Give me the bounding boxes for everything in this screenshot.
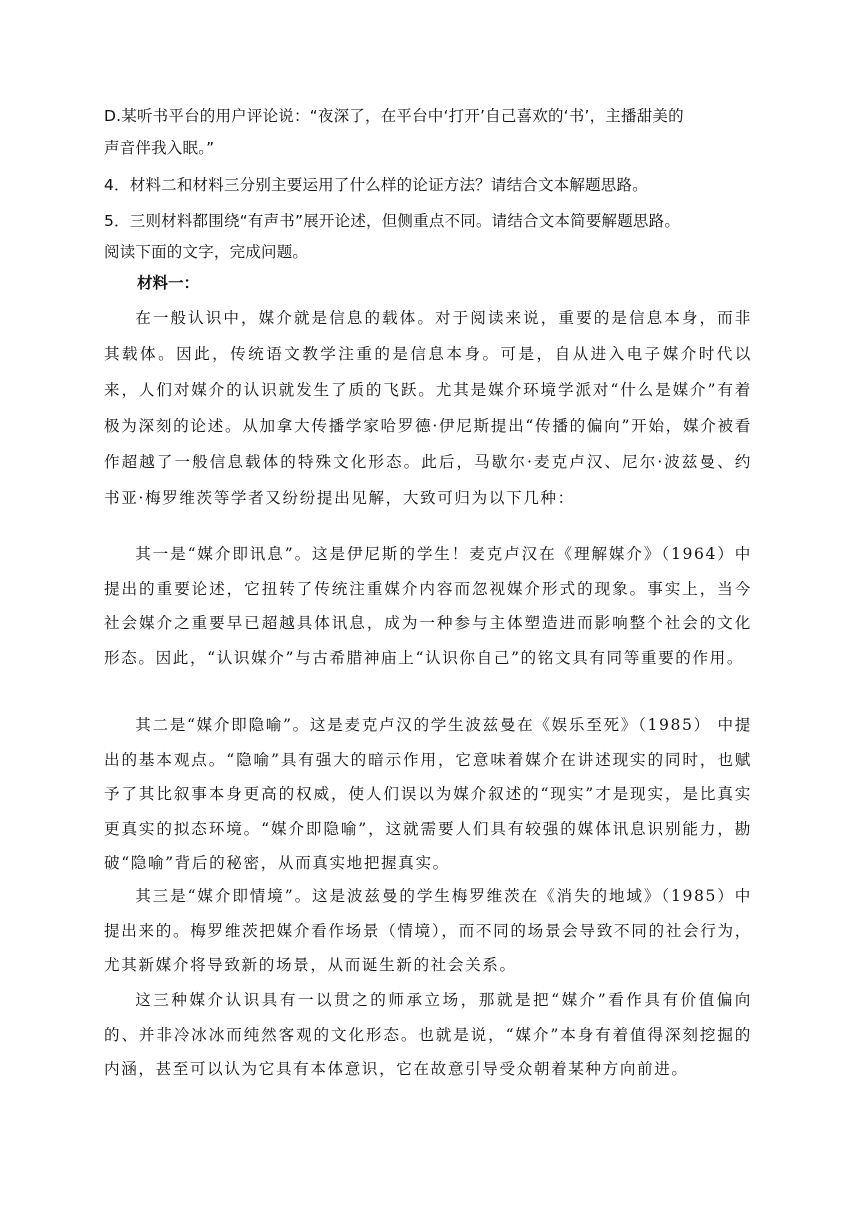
option-d-line2: 声音伴我入眠。” xyxy=(104,139,215,157)
paragraph-5: 这三种媒介认识具有一以贯之的师承立场，那就是把“媒介”看作具有价值偏向的、并非冷冰冰而纯然客观的文化形态。也就是说，“媒介”本身有着值得深刻挖掘的内涵，甚至可以认为它具有本体意识，它在故意引导受众朝着某种方向前进。 xyxy=(104,991,752,1079)
paragraph-1: 在一般认识中，媒介就是信息的载体。对于阅读来说，重要的是信息本身，而非其载体。因此，传统语文教学注重的是信息本身。可是，自从进入电子媒介时代以来，人们对媒介的认识就发生了质的飞跃。尤其是媒介环境学派对“什么是媒介”有着极为深刻的论述。从加拿大传播学家哈罗德·伊尼斯提出“传播的偏向”开始，媒介被看作超越了一般信息载体的特殊文化形态。此后，马歇尔·麦克卢汉、尼尔·波兹曼、约书亚·梅罗维茨等学者又纷纷提出见解，大致可归为以下几种： xyxy=(104,309,752,507)
option-d-line1: D.某听书平台的用户评论说：“夜深了，在平台中‘打开’自己喜欢的‘书’，主播甜美的 xyxy=(104,107,684,125)
paragraph-2: 其一是“媒介即讯息”。这是伊尼斯的学生！麦克卢汉在《理解媒介》（1964）中提出的重要论述，它扭转了传统注重媒介内容而忽视媒介形式的现象。事实上，当今社会媒介之重要早已超越具体讯息，成为一种参与主体塑造进而影响整个社会的文化形态。因此，“认识媒介”与古希腊神庙上“认识你自己”的铭文具有同等重要的作用。 xyxy=(104,545,752,667)
paragraph-4: 其三是“媒介即情境”。这是波兹曼的学生梅罗维茨在《消失的地域》（1985）中提出来的。梅罗维茨把媒介看作场景（情境），而不同的场景会导致不同的社会行为，尤其新媒介将导致新的场景，从而诞生新的社会关系。 xyxy=(104,887,752,975)
question-4: 4．材料二和材料三分别主要运用了什么样的论证方法？请结合文本解题思路。 xyxy=(104,176,648,194)
material-one-heading: 材料一： xyxy=(137,274,200,292)
reading-instruction: 阅读下面的文字，完成问题。 xyxy=(104,243,309,261)
question-5: 5．三则材料都围绕“有声书”展开论述，但侧重点不同。请结合文本简要解题思路。 xyxy=(104,212,681,230)
paragraph-3: 其二是“媒介即隐喻”。这是麦克卢汉的学生波兹曼在《娱乐至死》（1985） 中提出的基本观点。“隐喻”具有强大的暗示作用，它意味着媒介在讲述现实的同时，也赋予了其比叙事本身更高的权威，使人们误以为媒介叙述的“现实”才是现实，是比真实更真实的拟态环境。“媒介即隐喻”，这就需要人们具有较强的媒体讯息识别能力，勘破“隐喻”背后的秘密，从而真实地把握真实。 xyxy=(104,716,752,873)
